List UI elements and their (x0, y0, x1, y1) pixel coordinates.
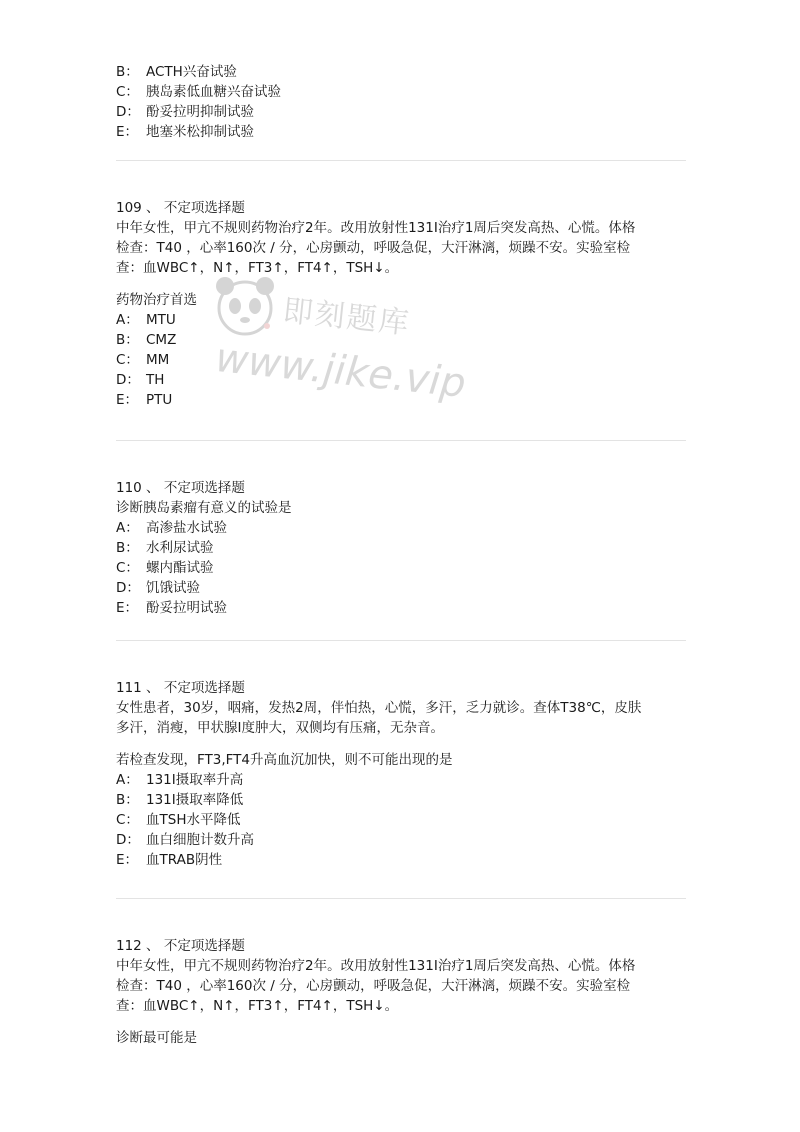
question-112 (116, 936, 686, 1048)
watermark-url: www.jike.vip (213, 334, 468, 408)
option-a[interactable]: A： 高渗盐水试验 (116, 520, 227, 536)
option-e[interactable]: E： 血TRAB阴性 (116, 852, 223, 868)
case-line: 检查：T40 ，心率160次 / 分，心房颤动，呼吸急促，大汗淋漓，烦躁不安。实验室检 (116, 240, 631, 256)
case-line: 检查：T40 ，心率160次 / 分，心房颤动，呼吸急促，大汗淋漓，烦躁不安。实验室检 (116, 978, 631, 994)
case-line: 中年女性，甲亢不规则药物治疗2年。改用放射性131I治疗1周后突发高热、心慌。体格 (116, 958, 636, 974)
watermark-text-cn: 即刻题库 (281, 293, 413, 342)
option-c[interactable]: C： 血TSH水平降低 (116, 812, 241, 828)
question-stem: 药物治疗首选 (116, 292, 197, 308)
case-line: 多汗，消瘦，甲状腺I度肿大，双侧均有压痛，无杂音。 (116, 720, 444, 736)
divider (116, 440, 686, 441)
question-109 (116, 198, 686, 410)
case-line: 女性患者，30岁，咽痛，发热2周，伴怕热，心慌，多汗，乏力就诊。查体T38℃，皮肤 (116, 700, 642, 716)
option-c[interactable]: C： MM (116, 352, 170, 368)
option-d[interactable]: D： 饥饿试验 (116, 580, 200, 596)
option-b[interactable]: B： ACTH兴奋试验 (116, 64, 237, 80)
case-line: 查：血WBC↑，N↑，FT3↑，FT4↑，TSH↓。 (116, 998, 399, 1014)
question-stem: 若检查发现，FT3,FT4升高血沉加快，则不可能出现的是 (116, 752, 453, 768)
option-b[interactable]: B： CMZ (116, 332, 177, 348)
divider (116, 898, 686, 899)
option-d[interactable]: D： 血白细胞计数升高 (116, 832, 254, 848)
option-d[interactable]: D： TH (116, 372, 165, 388)
divider (116, 160, 686, 161)
option-c[interactable]: C： 螺内酯试验 (116, 560, 214, 576)
option-e[interactable]: E： 酚妥拉明试验 (116, 600, 227, 616)
question-110 (116, 478, 686, 618)
option-b[interactable]: B： 水利尿试验 (116, 540, 214, 556)
question-stem: 诊断胰岛素瘤有意义的试验是 (116, 500, 292, 516)
question-111 (116, 678, 686, 870)
question-108-options (116, 62, 686, 142)
case-line: 查：血WBC↑，N↑，FT3↑，FT4↑，TSH↓。 (116, 260, 399, 276)
question-header: 109 、 不定项选择题 (116, 200, 245, 216)
case-line: 中年女性，甲亢不规则药物治疗2年。改用放射性131I治疗1周后突发高热、心慌。体格 (116, 220, 636, 236)
question-header: 110 、 不定项选择题 (116, 480, 245, 496)
question-stem: 诊断最可能是 (116, 1030, 197, 1046)
question-header: 111 、 不定项选择题 (116, 680, 245, 696)
option-a[interactable]: A： MTU (116, 312, 176, 328)
option-b[interactable]: B： 131I摄取率降低 (116, 792, 244, 808)
option-d[interactable]: D： 酚妥拉明抑制试验 (116, 104, 254, 120)
option-a[interactable]: A： 131I摄取率升高 (116, 772, 244, 788)
option-e[interactable]: E： PTU (116, 392, 173, 408)
divider (116, 640, 686, 641)
option-e[interactable]: E： 地塞米松抑制试验 (116, 124, 254, 140)
option-c[interactable]: C： 胰岛素低血糖兴奋试验 (116, 84, 281, 100)
question-header: 112 、 不定项选择题 (116, 938, 245, 954)
